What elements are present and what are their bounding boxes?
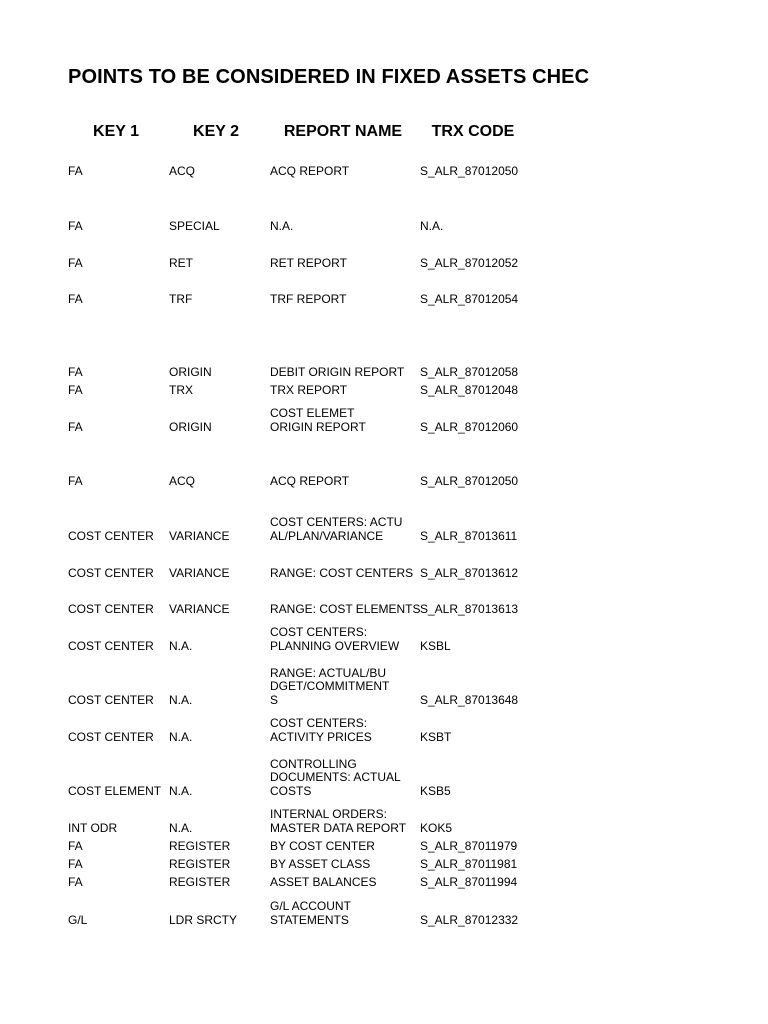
table-row (0, 716, 768, 744)
table-row (0, 625, 768, 653)
cell-trx-code: S_ALR_87012048 (420, 382, 519, 397)
cell-report-name: ACQ REPORT (270, 473, 350, 488)
cell-key2: REGISTER (169, 856, 231, 871)
table-row (0, 602, 768, 616)
cell-trx-code: S_ALR_87013611 (420, 528, 518, 543)
cell-key1: FA (68, 874, 83, 889)
cell-key1: COST CENTER (68, 528, 154, 543)
cell-report-name: DEBIT ORIGIN REPORT (270, 364, 405, 379)
table-row (0, 502, 768, 543)
cell-trx-code: S_ALR_87012332 (420, 912, 519, 927)
cell-key1: FA (68, 419, 83, 434)
cell-key2: ORIGIN (169, 364, 212, 379)
cell-key2: SPECIAL (169, 218, 220, 233)
cell-key2: ORIGIN (169, 419, 212, 434)
cell-key1: FA (68, 163, 83, 178)
cell-report-name: BY ASSET CLASS (270, 856, 371, 871)
cell-key2: ACQ (169, 473, 196, 488)
cell-key1: G/L (68, 912, 88, 927)
cell-trx-code: S_ALR_87013648 (420, 692, 519, 707)
cell-report-name: COST CENTERS: PLANNING OVERVIEW (270, 625, 400, 653)
cell-key1: COST CENTER (68, 601, 154, 616)
table-row (0, 219, 768, 233)
cell-report-name: ASSET BALANCES (270, 874, 377, 889)
table-row (0, 474, 768, 488)
cell-trx-code: N.A. (420, 218, 444, 233)
table-row (0, 875, 768, 889)
table-row (0, 164, 768, 178)
cell-key1: COST CENTER (68, 565, 154, 580)
cell-trx-code: S_ALR_87011981 (420, 856, 518, 871)
cell-report-name: CONTROLLING DOCUMENTS: ACTUAL COSTS (270, 756, 401, 798)
cell-key1: COST ELEMENT (68, 783, 162, 798)
cell-report-name: RANGE: ACTUAL/BUDGET/COMMITMENTS (270, 665, 390, 707)
table-row (0, 292, 768, 306)
cell-report-name: BY COST CENTER (270, 838, 375, 853)
cell-key2: N.A. (169, 783, 193, 798)
column-header-report-name: REPORT NAME (283, 123, 403, 140)
cell-key2: N.A. (169, 692, 193, 707)
cell-key1: FA (68, 291, 83, 306)
cell-key1: COST CENTER (68, 638, 154, 653)
cell-report-name: RET REPORT (270, 255, 347, 270)
table-row (0, 383, 768, 397)
cell-report-name: G/L ACCOUNT STATEMENTS (270, 899, 351, 927)
cell-key2: REGISTER (169, 838, 231, 853)
cell-key1: FA (68, 856, 83, 871)
column-header-key1: KEY 1 (93, 123, 139, 140)
cell-key2: TRX (169, 382, 193, 397)
table-row (0, 365, 768, 379)
cell-key1: COST CENTER (68, 729, 154, 744)
table-row (0, 406, 768, 434)
cell-report-name: RANGE: COST CENTERS (270, 565, 414, 580)
cell-key2: LDR SRCTY (169, 912, 238, 927)
cell-trx-code: KOK5 (420, 820, 453, 835)
cell-report-name: RANGE: COST ELEMENTS (270, 601, 421, 616)
table-row (0, 566, 768, 580)
cell-key2: N.A. (169, 638, 193, 653)
cell-trx-code: S_ALR_87011979 (420, 838, 518, 853)
cell-trx-code: S_ALR_87012050 (420, 163, 519, 178)
cell-trx-code: S_ALR_87013613 (420, 601, 519, 616)
cell-key2: REGISTER (169, 874, 231, 889)
cell-key2: VARIANCE (169, 528, 230, 543)
cell-report-name: COST ELEMET ORIGIN REPORT (270, 406, 366, 434)
cell-key1: FA (68, 255, 83, 270)
cell-key2: N.A. (169, 820, 193, 835)
cell-report-name: ACQ REPORT (270, 163, 350, 178)
cell-trx-code: KSBL (420, 638, 451, 653)
cell-key1: FA (68, 218, 83, 233)
cell-key1: COST CENTER (68, 692, 154, 707)
cell-report-name: TRX REPORT (270, 382, 348, 397)
cell-trx-code: S_ALR_87012058 (420, 364, 519, 379)
cell-key1: INT ODR (68, 820, 118, 835)
cell-report-name: N.A. (270, 218, 294, 233)
cell-report-name: INTERNAL ORDERS: MASTER DATA REPORT (270, 807, 407, 835)
cell-trx-code: S_ALR_87012054 (420, 291, 519, 306)
page-title: POINTS TO BE CONSIDERED IN FIXED ASSETS CHEC (68, 66, 590, 88)
table-row (0, 757, 768, 798)
cell-key2: VARIANCE (169, 601, 230, 616)
cell-trx-code: S_ALR_87013612 (420, 565, 519, 580)
cell-trx-code: S_ALR_87012050 (420, 473, 519, 488)
cell-trx-code: S_ALR_87012052 (420, 255, 519, 270)
cell-report-name: COST CENTERS: ACTIVITY PRICES (270, 716, 372, 744)
cell-trx-code: S_ALR_87012060 (420, 419, 519, 434)
cell-key1: FA (68, 838, 83, 853)
table-row (0, 807, 768, 835)
cell-key2: N.A. (169, 729, 193, 744)
cell-key2: ACQ (169, 163, 196, 178)
cell-report-name: TRF REPORT (270, 291, 347, 306)
cell-report-name: COST CENTERS: ACTUAL/PLAN/VARIANCE (270, 515, 403, 543)
table-row (0, 839, 768, 853)
table-row (0, 899, 768, 927)
cell-trx-code: KSBT (420, 729, 452, 744)
table-row (0, 666, 768, 707)
table-row (0, 256, 768, 270)
cell-key1: FA (68, 364, 83, 379)
cell-trx-code: S_ALR_87011994 (420, 874, 518, 889)
cell-key2: VARIANCE (169, 565, 230, 580)
column-header-key2: KEY 2 (193, 123, 239, 140)
cell-key2: TRF (169, 291, 193, 306)
cell-key2: RET (169, 255, 193, 270)
cell-trx-code: KSB5 (420, 783, 451, 798)
cell-key1: FA (68, 382, 83, 397)
column-header-trx-code: TRX CODE (431, 123, 515, 140)
table-row (0, 857, 768, 871)
cell-key1: FA (68, 473, 83, 488)
